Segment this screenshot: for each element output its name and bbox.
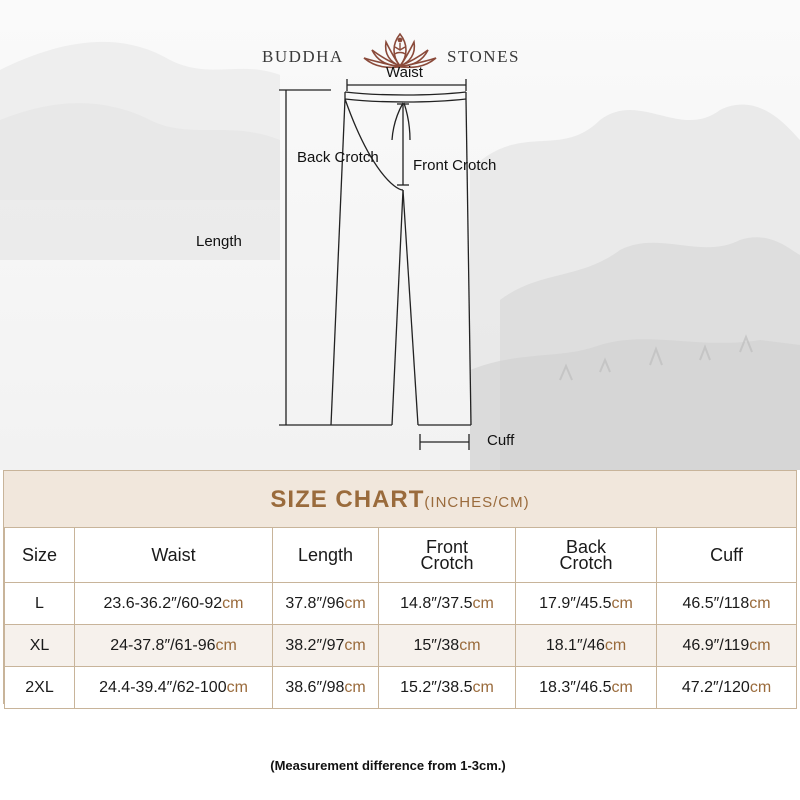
size-cell: XL — [5, 625, 75, 667]
table-row — [5, 625, 797, 667]
length-cell: 37.8″/96cm — [273, 583, 379, 625]
size-cell: 2XL — [5, 667, 75, 709]
waist-cell: 24-37.8″/61-96cm — [75, 625, 273, 667]
back-crotch-cell: 18.1″/46cm — [516, 625, 657, 667]
col-header-front-crotch: Front Crotch — [379, 528, 516, 583]
cuff-cell: 47.2″/120cm — [657, 667, 797, 709]
table-row — [5, 583, 797, 625]
brand-name-left: BUDDHA — [262, 47, 344, 66]
table-row — [5, 667, 797, 709]
col-header-waist: Waist — [75, 528, 273, 583]
size-chart — [3, 470, 797, 704]
length-label: Length — [196, 233, 242, 250]
front-crotch-cell: 15.2″/38.5cm — [379, 667, 516, 709]
measurement-footnote: (Measurement difference from 1-3cm.) — [270, 758, 506, 773]
col-header-size: Size — [5, 528, 75, 583]
size-chart-unit: (INCHES/CM) — [424, 494, 530, 511]
back-crotch-cell: 18.3″/46.5cm — [516, 667, 657, 709]
length-cell: 38.6″/98cm — [273, 667, 379, 709]
brand-name-right: STONES — [447, 47, 520, 66]
front-crotch-cell: 15″/38cm — [379, 625, 516, 667]
length-cell: 38.2″/97cm — [273, 625, 379, 667]
waist-cell: 24.4-39.4″/62-100cm — [75, 667, 273, 709]
back-crotch-label: Back Crotch — [297, 149, 379, 166]
col-header-back-crotch: Back Crotch — [516, 528, 657, 583]
size-chart-title — [4, 471, 796, 527]
cuff-cell: 46.5″/118cm — [657, 583, 797, 625]
cuff-cell: 46.9″/119cm — [657, 625, 797, 667]
size-cell: L — [5, 583, 75, 625]
back-crotch-cell: 17.9″/45.5cm — [516, 583, 657, 625]
size-chart-title-text: SIZE CHART — [270, 486, 425, 513]
size-table — [4, 527, 797, 709]
cuff-label: Cuff — [487, 432, 515, 449]
waist-label: Waist — [386, 64, 423, 81]
col-header-length: Length — [273, 528, 379, 583]
table-header-row — [5, 528, 797, 583]
front-crotch-cell: 14.8″/37.5cm — [379, 583, 516, 625]
front-crotch-label: Front Crotch — [413, 157, 497, 174]
col-header-cuff: Cuff — [657, 528, 797, 583]
waist-cell: 23.6-36.2″/60-92cm — [75, 583, 273, 625]
